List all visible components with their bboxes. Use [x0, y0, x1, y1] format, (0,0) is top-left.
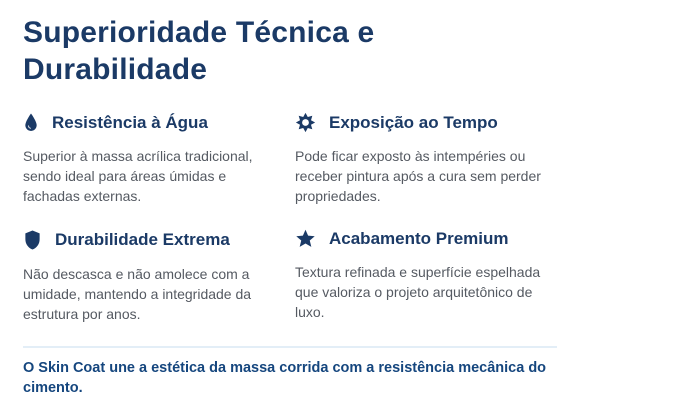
feature-card-durability	[23, 229, 278, 325]
star-icon	[295, 229, 316, 249]
feature-title: Resistência à Água	[52, 112, 208, 132]
feature-header	[295, 229, 550, 249]
feature-card-premium-finish	[295, 229, 550, 325]
feature-card-water-resistance	[23, 112, 278, 208]
feature-title: Exposição ao Tempo	[329, 112, 498, 132]
feature-description: Não descasca e não amolece com a umidade, mantendo a integridade da estrutura por anos.	[23, 266, 252, 322]
features-grid	[23, 112, 580, 325]
water-drop-icon	[23, 112, 39, 133]
divider	[23, 346, 557, 348]
feature-header	[23, 112, 278, 133]
footer-note: O Skin Coat une a estética da massa corrida com a resistência mecânica do cimento.	[23, 360, 547, 396]
sun-icon	[295, 112, 316, 133]
feature-title: Durabilidade Extrema	[55, 230, 230, 249]
feature-card-weather-exposure	[295, 112, 550, 208]
feature-header	[295, 112, 550, 133]
feature-description: Textura refinada e superfície espelhada que valoriza o projeto arquitetônico de luxo.	[295, 264, 541, 320]
feature-title: Acabamento Premium	[329, 229, 509, 248]
shield-icon	[23, 229, 42, 251]
feature-description: Superior à massa acrílica tradicional, sendo ideal para áreas úmidas e fachadas externas.	[23, 148, 253, 204]
page-title: Superioridade Técnica e Durabilidade	[23, 16, 375, 86]
feature-header	[23, 229, 278, 251]
feature-description: Pode ficar exposto às intempéries ou receber pintura após a cura sem perder propriedades.	[295, 148, 541, 204]
